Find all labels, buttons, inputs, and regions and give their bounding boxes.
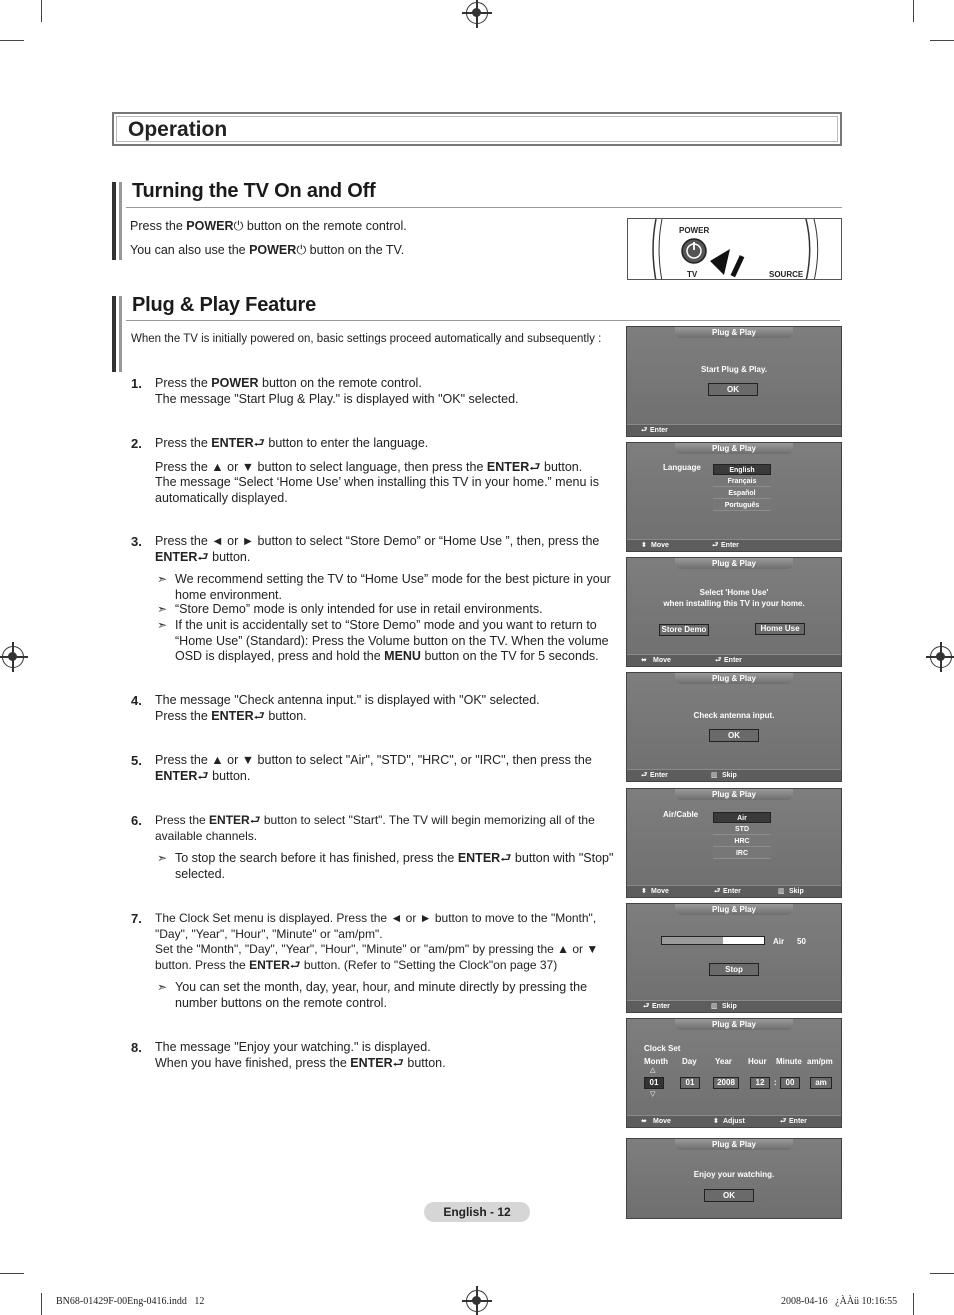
search-source: Air <box>773 937 785 946</box>
step-6-note-1: To stop the search before it has finished, press the ENTER⮐ button with "Stop" selected. <box>175 851 614 881</box>
enter-icon: ⮐ <box>641 772 648 779</box>
osd-message: Check antenna input. <box>693 711 775 720</box>
skip-icon: ▥ <box>711 772 718 779</box>
power-key-label: POWER <box>679 226 710 235</box>
osd-channel-search <box>626 903 842 1013</box>
antenna-option[interactable]: Air <box>713 812 771 823</box>
step-7-note-1: You can set the month, day, year, hour, and minute directly by pressing the number buttons on the remote control. <box>175 980 588 1010</box>
search-progress-fill <box>662 937 723 944</box>
search-channel: 50 <box>797 937 806 946</box>
osd-tab: Plug & Play <box>675 1019 793 1030</box>
osd-check-antenna <box>626 672 842 782</box>
print-date: 2008-04-16 ¿ÀÀü 10:16:55 <box>781 1296 898 1307</box>
skip-icon: ▥ <box>778 888 785 895</box>
language-label: Language <box>663 463 701 472</box>
crop-mark <box>913 1293 914 1315</box>
step-3-note-3: If the unit is accidentally set to “Store Demo” mode and you want to return to “Home Use” (Standard): Press the Volume button on the TV. When the volume OSD is displayed, press and hold the MENU button on the TV for 5 seconds. <box>175 618 609 663</box>
file-name: BN68-01429F-00Eng-0416.indd 12 <box>56 1296 205 1307</box>
osd-footer: ⬍ Move ⮐ Enter <box>627 539 841 551</box>
registration-mark-icon <box>2 646 24 668</box>
osd-select-home-use <box>626 557 842 667</box>
osd-tab: Plug & Play <box>675 327 793 338</box>
crop-mark <box>930 1273 954 1274</box>
step-number: 7. <box>131 911 142 926</box>
osd-tab: Plug & Play <box>675 904 793 915</box>
ok-button[interactable]: OK <box>704 1189 754 1202</box>
col-day: Day <box>682 1057 697 1066</box>
note-arrow-icon: ➣ <box>157 851 168 865</box>
enter-icon: ⮐ <box>253 436 265 450</box>
osd-tab: Plug & Play <box>675 558 793 569</box>
osd-message: Enjoy your watching. <box>693 1170 775 1179</box>
air-cable-label: Air/Cable <box>663 810 699 819</box>
step-number: 4. <box>131 693 142 708</box>
step-3-note-1: We recommend setting the TV to “Home Use” mode for the best picture in your home environment. <box>175 572 611 602</box>
enter-icon: ⮐ <box>197 768 209 783</box>
osd-tab: Plug & Play <box>675 443 793 454</box>
section-title-plug-play: Plug & Play Feature <box>132 294 317 316</box>
osd-footer: ⮐ Enter <box>627 424 841 436</box>
antenna-option[interactable]: HRC <box>713 836 771 847</box>
enter-icon: ⮐ <box>643 1003 650 1010</box>
page-number-badge: English - 12 <box>424 1202 530 1222</box>
stop-button[interactable]: Stop <box>709 963 759 976</box>
section-title-turning: Turning the TV On and Off <box>132 180 376 202</box>
col-month: Month <box>644 1057 668 1066</box>
osd-language <box>626 442 842 552</box>
osd-message: Select 'Home Use' <box>699 588 769 597</box>
osd-message: Start Plug & Play. <box>700 365 768 374</box>
ok-button[interactable]: OK <box>708 383 758 396</box>
turning-line-1: Press the POWER⏻ button on the remote control. <box>130 219 407 233</box>
up-arrow-icon: △ <box>650 1067 656 1074</box>
month-field[interactable]: 01 <box>644 1077 664 1089</box>
step-5-text: Press the ▲ or ▼ button to select "Air", "STD", "HRC", or "IRC", then press the ENTER⮐ button. <box>155 753 592 783</box>
year-field[interactable]: 2008 <box>713 1077 739 1089</box>
step-1-text: Press the POWER button on the remote control. The message "Start Plug & Play." is displayed with "OK" selected. <box>155 376 519 406</box>
remote-illustration <box>628 219 842 280</box>
col-year: Year <box>715 1057 732 1066</box>
power-icon: ⏻ <box>233 219 244 233</box>
time-separator: : <box>774 1078 777 1087</box>
step-3-text: Press the ◄ or ► button to select “Store Demo” or “Home Use ”, then, press the ENTER⮐ button. <box>155 534 600 564</box>
osd-message: when installing this TV in your home. <box>663 599 805 608</box>
osd-tab: Plug & Play <box>675 789 793 800</box>
step-7-text: The Clock Set menu is displayed. Press the ◄ or ► button to move to the "Month", "Day", "Year", "Hour", "Minute" or "am/pm". Set the "Month", "Day", "Year", "Hour", "Minute" or "am/pm" by pressing the ▲ or ▼ button. Press the ENTER⮐ button. (Refer to "Setting the Clock"on page 37) <box>155 911 599 972</box>
section-bar <box>112 182 126 260</box>
power-icon: ⏻ <box>296 243 307 257</box>
crop-mark <box>41 1293 42 1315</box>
osd-enjoy-watching <box>626 1138 842 1219</box>
crop-mark <box>0 1273 24 1274</box>
osd-footer: ⮐ Enter ▥ Skip <box>627 769 841 781</box>
skip-icon: ▥ <box>711 1003 718 1010</box>
step-4-text: The message "Check antenna input." is displayed with "OK" selected. Press the ENTER⮐ button. <box>155 693 540 723</box>
step-number: 8. <box>131 1040 142 1055</box>
step-number: 6. <box>131 813 142 828</box>
left-right-icon: ⬌ <box>641 657 647 664</box>
enter-icon: ⮐ <box>197 549 209 564</box>
note-arrow-icon: ➣ <box>157 980 168 994</box>
language-option[interactable]: Español <box>713 488 771 499</box>
note-arrow-icon: ➣ <box>157 618 168 632</box>
up-down-icon: ⬍ <box>641 542 647 549</box>
chapter-header <box>112 112 842 146</box>
down-arrow-icon: ▽ <box>650 1091 656 1098</box>
step-3-note-2: “Store Demo” mode is only intended for use in retail environments. <box>175 602 543 616</box>
antenna-option[interactable]: IRC <box>713 848 771 859</box>
step-number: 5. <box>131 753 142 768</box>
enter-icon: ⮐ <box>780 1118 787 1125</box>
plug-intro: When the TV is initially powered on, basic settings proceed automatically and subsequently : <box>131 333 602 345</box>
registration-mark-icon <box>466 2 488 24</box>
antenna-option[interactable]: STD <box>713 824 771 835</box>
col-ampm: am/pm <box>807 1057 833 1066</box>
osd-footer: ⬌ Move ⬍ Adjust ⮐ Enter <box>627 1115 841 1127</box>
osd-footer: ⬍ Move ⮐ Enter ▥ Skip <box>627 885 841 897</box>
up-down-icon: ⬍ <box>641 888 647 895</box>
crop-mark <box>930 40 954 41</box>
day-field[interactable]: 01 <box>680 1077 700 1089</box>
section-bar <box>112 296 126 372</box>
turning-line-2: You can also use the POWER⏻ button on the TV. <box>130 243 405 257</box>
enter-icon: ⮐ <box>529 459 541 474</box>
note-arrow-icon: ➣ <box>157 572 168 586</box>
home-use-button[interactable]: Home Use <box>755 623 805 635</box>
osd-start-plug-play <box>626 326 842 437</box>
tv-key-label: TV <box>687 270 698 279</box>
ampm-field[interactable]: am <box>810 1077 832 1089</box>
search-progress-bar <box>661 936 765 945</box>
osd-footer: ⬌ Move ⮐ Enter <box>627 654 841 666</box>
osd-tab: Plug & Play <box>675 673 793 684</box>
step-8-text: The message "Enjoy your watching." is displayed. When you have finished, press the ENTER⮐ button. <box>155 1040 446 1070</box>
note-arrow-icon: ➣ <box>157 602 168 616</box>
enter-icon: ⮐ <box>715 657 722 664</box>
enter-icon: ⮐ <box>392 1055 404 1070</box>
chapter-title: Operation <box>128 118 228 141</box>
crop-mark <box>0 40 24 41</box>
store-demo-button[interactable]: Store Demo <box>659 624 709 636</box>
enter-icon: ⮐ <box>712 542 719 549</box>
registration-mark-icon <box>466 1290 488 1312</box>
crop-mark <box>913 0 914 22</box>
section-rule <box>126 207 842 208</box>
enter-icon: ⮐ <box>641 427 648 434</box>
osd-tab: Plug & Play <box>675 1139 793 1150</box>
step-number: 1. <box>131 376 142 391</box>
enter-icon: ⮐ <box>289 957 301 972</box>
step-number: 2. <box>131 436 142 451</box>
ok-button[interactable]: OK <box>709 729 759 742</box>
enter-icon: ⮐ <box>249 813 261 827</box>
crop-mark <box>41 0 42 22</box>
up-down-icon: ⬍ <box>713 1118 719 1125</box>
enter-icon: ⮐ <box>714 888 721 895</box>
step-number: 3. <box>131 534 142 549</box>
osd-air-cable <box>626 788 842 898</box>
step-2-text: Press the ENTER⮐ button to enter the language. Press the ▲ or ▼ button to select language, then press the ENTER⮐ button. The message “Select ‘Home Use’ when installing this TV in your home.” menu is automatically displayed. <box>155 436 599 505</box>
col-minute: Minute <box>776 1057 802 1066</box>
language-option[interactable]: Português <box>713 500 771 511</box>
remote-control-image <box>627 218 842 280</box>
registration-mark-icon <box>930 646 952 668</box>
step-6-text: Press the ENTER⮐ button to select "Start". The TV will begin memorizing all of the available channels. <box>155 813 595 843</box>
language-option[interactable]: English <box>713 464 771 475</box>
enter-icon: ⮐ <box>500 851 512 865</box>
enter-icon: ⮐ <box>253 708 265 723</box>
hour-field[interactable]: 12 <box>750 1077 770 1089</box>
source-key-label: SOURCE <box>769 270 804 279</box>
clock-set-title: Clock Set <box>644 1044 681 1053</box>
language-option[interactable]: Français <box>713 476 771 487</box>
section-rule <box>126 320 840 321</box>
osd-footer: ⮐ Enter ▥ Skip <box>627 1000 841 1012</box>
minute-field[interactable]: 00 <box>780 1077 800 1089</box>
left-right-icon: ⬌ <box>641 1118 647 1125</box>
osd-clock-set <box>626 1018 842 1128</box>
col-hour: Hour <box>748 1057 767 1066</box>
